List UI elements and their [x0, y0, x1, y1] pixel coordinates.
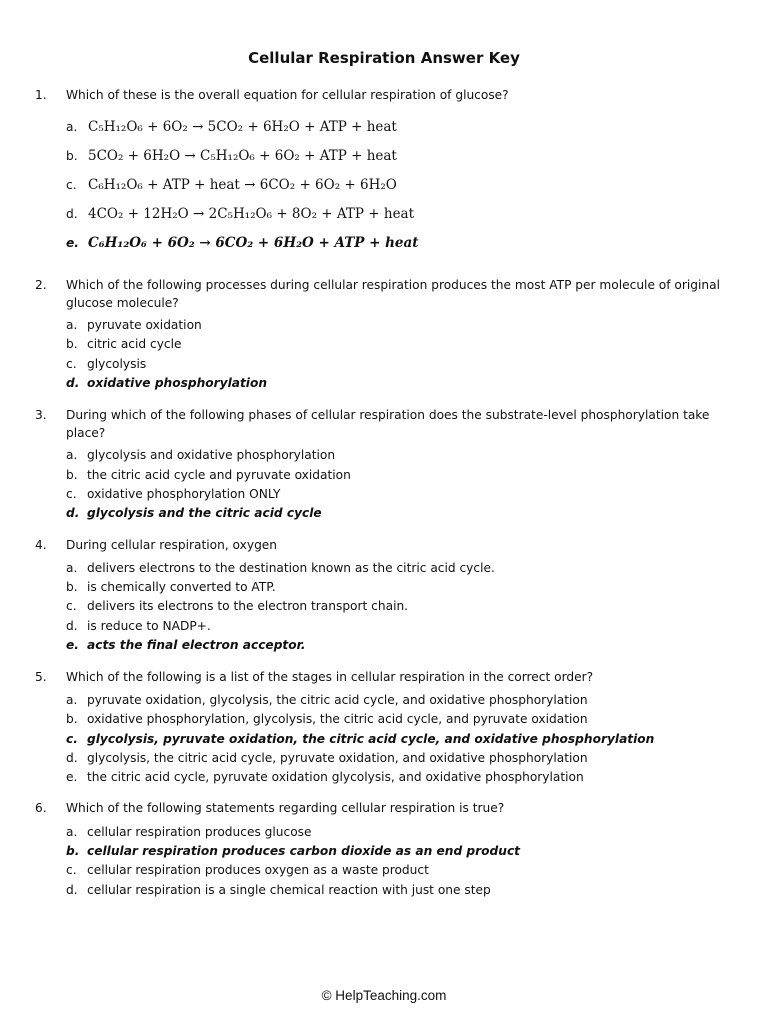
correct-answer-option: b. cellular respiration produces carbon dioxide as an end product [66, 844, 520, 858]
question-text: Which of the following is a list of the stages in cellular respiration in the correct order? [66, 670, 594, 684]
question-text: During which of the following phases of cellular respiration does the substrate-level phosphorylation take place? [66, 408, 710, 440]
answer-option: a. C₅H₁₂O₆ + 6O₂ → 5CO₂ + 6H₂O + ATP + heat [66, 119, 397, 135]
answer-option: d. is reduce to NADP+. [66, 619, 211, 633]
answer-option: c. delivers its electrons to the electron transport chain. [66, 599, 409, 613]
answer-option: a. glycolysis and oxidative phosphorylation [66, 448, 336, 462]
footer-copyright: © HelpTeaching.com [321, 988, 447, 1003]
answer-option: a. cellular respiration produces glucose [66, 825, 312, 839]
answer-option: b. is chemically converted to ATP. [66, 580, 276, 594]
question-number: 3. [35, 408, 47, 422]
correct-answer-option: c. glycolysis, pyruvate oxidation, the citric acid cycle, and oxidative phosphorylation [66, 732, 655, 746]
answer-option: c. C₆H₁₂O₆ + ATP + heat → 6CO₂ + 6O₂ + 6H₂O [66, 177, 397, 193]
correct-answer-option: e. acts the final electron acceptor. [66, 638, 306, 652]
page-title: Cellular Respiration Answer Key [248, 49, 520, 67]
question-text: Which of the following processes during cellular respiration produces the most ATP per molecule of original glucose molecule? [66, 278, 720, 310]
answer-option: c. oxidative phosphorylation ONLY [66, 487, 281, 501]
answer-option: e. the citric acid cycle, pyruvate oxidation glycolysis, and oxidative phosphorylation [66, 770, 584, 784]
question-number: 4. [35, 538, 47, 552]
answer-option: a. pyruvate oxidation, glycolysis, the citric acid cycle, and oxidative phosphorylation [66, 693, 588, 707]
answer-option: a. delivers electrons to the destination known as the citric acid cycle. [66, 561, 495, 575]
question-number: 6. [35, 801, 47, 815]
answer-option: b. citric acid cycle [66, 337, 182, 351]
answer-option: d. 4CO₂ + 12H₂O → 2C₅H₁₂O₆ + 8O₂ + ATP + heat [66, 206, 415, 222]
question-number: 2. [35, 278, 47, 292]
correct-answer-option: d. oxidative phosphorylation [66, 376, 268, 390]
question-number: 1. [35, 88, 47, 102]
question-text: Which of these is the overall equation for cellular respiration of glucose? [66, 88, 509, 102]
answer-option: b. oxidative phosphorylation, glycolysis, the citric acid cycle, and pyruvate oxidation [66, 712, 588, 726]
correct-answer-option: e. C₆H₁₂O₆ + 6O₂ → 6CO₂ + 6H₂O + ATP + heat [66, 235, 419, 251]
answer-option: b. 5CO₂ + 6H₂O → C₅H₁₂O₆ + 6O₂ + ATP + heat [66, 148, 397, 164]
question-number: 5. [35, 670, 47, 684]
question-text: Which of the following statements regarding cellular respiration is true? [66, 801, 505, 815]
answer-option: d. glycolysis, the citric acid cycle, pyruvate oxidation, and oxidative phosphorylation [66, 751, 588, 765]
answer-option: c. glycolysis [66, 357, 147, 371]
answer-option: b. the citric acid cycle and pyruvate oxidation [66, 468, 351, 482]
answer-option: a. pyruvate oxidation [66, 318, 202, 332]
answer-option: c. cellular respiration produces oxygen as a waste product [66, 863, 429, 877]
question-text: During cellular respiration, oxygen [66, 538, 278, 552]
answer-option: d. cellular respiration is a single chemical reaction with just one step [66, 883, 491, 897]
correct-answer-option: d. glycolysis and the citric acid cycle [66, 506, 322, 520]
